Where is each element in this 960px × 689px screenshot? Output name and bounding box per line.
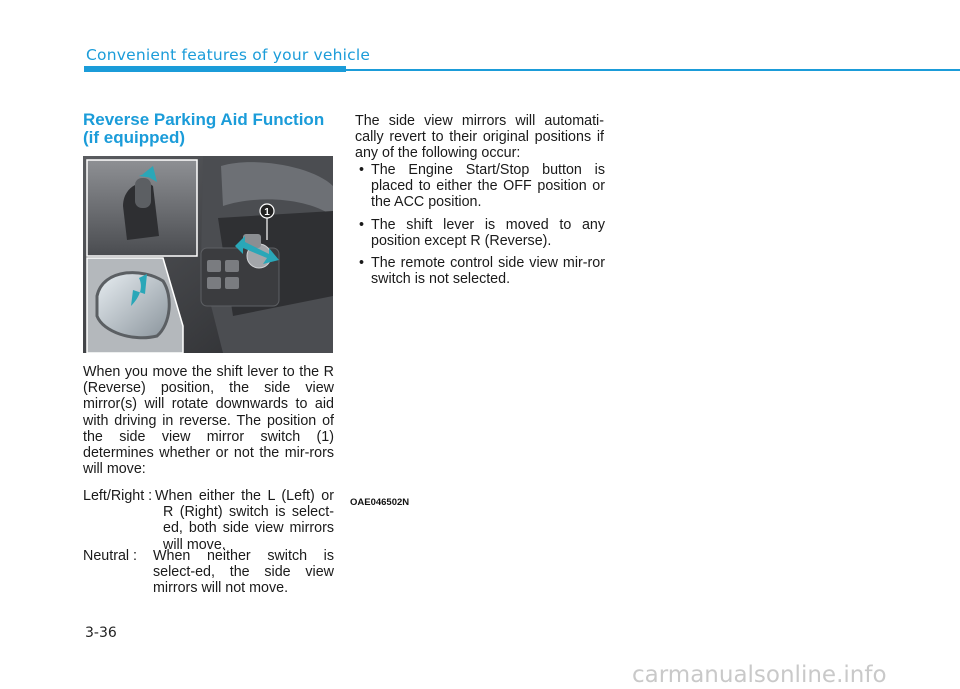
header-rule-thick — [84, 66, 346, 72]
section-heading: Reverse Parking Aid Function (if equipped) — [83, 110, 325, 147]
header-rule-thin — [346, 69, 960, 71]
list-item-text: The shift lever is moved to any position except R (Reverse). — [371, 216, 605, 249]
definition-term: Neutral : — [83, 548, 138, 564]
page-number: 3-36 — [85, 625, 117, 641]
list-item: • The Engine Start/Stop button is placed to either the OFF position or the ACC position. — [359, 162, 605, 211]
revert-conditions-list — [355, 162, 605, 293]
callout-number: 1 — [264, 207, 270, 218]
definition-term: Left/Right : — [83, 488, 153, 504]
list-item-text: The Engine Start/Stop button is placed to either the OFF position or the ACC position. — [371, 162, 605, 211]
list-item-text: The remote control side view mir-ror switch is not selected. — [371, 255, 605, 288]
list-item: • The shift lever is moved to any position except R (Reverse). — [359, 216, 605, 249]
definition-body: When either the L (Left) or R (Right) switch is select-ed, both side view mirrors will move. — [155, 488, 334, 553]
car-interior-photo — [83, 156, 333, 353]
watermark: carmanualsonline.info — [632, 662, 887, 688]
definition-body: When neither switch is select-ed, the side view mirrors will not move. — [153, 548, 334, 597]
revert-paragraph: The side view mirrors will automati-cally revert to their original positions if any of the following occur: — [355, 113, 604, 162]
figure-code: OAE046502N — [347, 496, 412, 509]
definition-neutral — [83, 548, 334, 608]
list-item: • The remote control side view mir-ror switch is not selected. — [359, 255, 605, 288]
intro-paragraph: When you move the shift lever to the R (Reverse) position, the side view mirror(s) will rotate downwards to aid with driving in reverse. The position of the side view mirror switch (1) determines whether or not the mir-rors will move: — [83, 364, 334, 478]
chapter-title: Convenient features of your vehicle — [86, 46, 371, 64]
